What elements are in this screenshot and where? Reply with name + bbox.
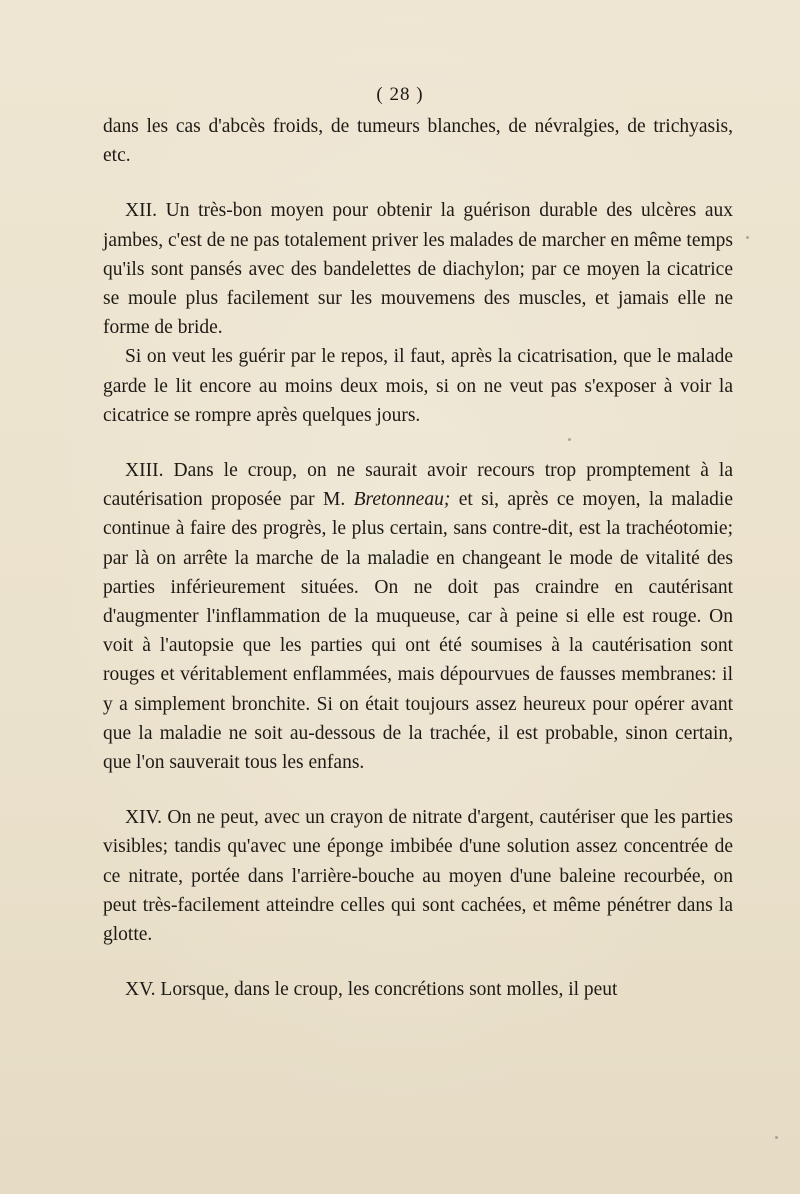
paper-speck — [746, 236, 749, 239]
section-numeral: XII. — [125, 200, 157, 222]
paragraph-text: dans les cas d'abcès froids, de tumeurs blanches, de névralgies, de trichyasis, etc. — [103, 116, 733, 167]
paragraph-text: Un très-bon moyen pour obtenir la guérison durable des ulcères aux jambes, c'est de ne pas totalement priver les malades de marcher en même temps qu'ils sont pansés avec des bandelettes de diachylon; par ce moyen la cicatrice se moule plus facilement sur les mouvemens des muscles, et jamais elle ne forme de bride. — [103, 200, 733, 339]
page-number: ( 28 ) — [376, 84, 424, 105]
paragraph-xii — [103, 196, 733, 342]
paragraph-text: On ne peut, avec un crayon de nitrate d'argent, cautériser que les parties visibles; tandis qu'avec une éponge imbibée d'une solution assez concentrée de ce nitrate, portée dans l'arrière-bouche au moyen d'une baleine recourbée, on peut très-facilement atteindre celles qui sont cachées, et même pénétrer dans la glotte. — [103, 807, 734, 946]
paragraph-continuation — [103, 112, 733, 170]
section-numeral: XV. — [125, 979, 156, 1001]
paragraph-text: Lorsque, dans le croup, les concrétions sont molles, il peut — [160, 979, 618, 1001]
author-name-italic: Bretonneau; — [353, 489, 451, 511]
paragraph-xv — [103, 975, 733, 1004]
paper-speck — [568, 438, 571, 441]
paragraph-text: et si, après ce moyen, la maladie continue à faire des progrès, le plus certain, sans contre-dit, est la trachéotomie; par là on arrête la marche de la maladie en changeant le mode de vitalité des parties inférieurement situées. On ne doit pas craindre en cautérisant d'augmenter l'inflammation de la muqueuse, car à peine si elle est rouge. On voit à l'autopsie que les parties qui ont été soumises à la cautérisation sont rouges et véritablement enflammées, mais dépourvues de fausses membranes: il y a simplement bronchite. Si on était toujours assez heureux pour opérer avant que la maladie ne soit au-dessous de la trachée, il est probable, sinon certain, que l'on sauverait tous les enfans. — [103, 489, 733, 774]
paragraph-xiv — [103, 803, 733, 949]
paper-speck — [775, 1136, 778, 1139]
section-numeral: XIV. — [125, 807, 163, 829]
paragraph-xiii — [103, 456, 733, 777]
section-numeral: XIII. — [125, 460, 164, 482]
paragraph-text: Dans le croup, on ne saurait avoir recours trop promptement à la cautérisation proposée par M. — [103, 460, 734, 511]
paragraph-text: Si on veut les guérir par le repos, il faut, après la cicatrisation, que le malade garde le lit encore au moins deux mois, si on ne veut pas s'exposer à voir la cicatrice se rompre après quelques jours. — [103, 346, 733, 426]
paragraph-xii-continued — [103, 342, 733, 430]
body-text — [103, 112, 733, 1004]
